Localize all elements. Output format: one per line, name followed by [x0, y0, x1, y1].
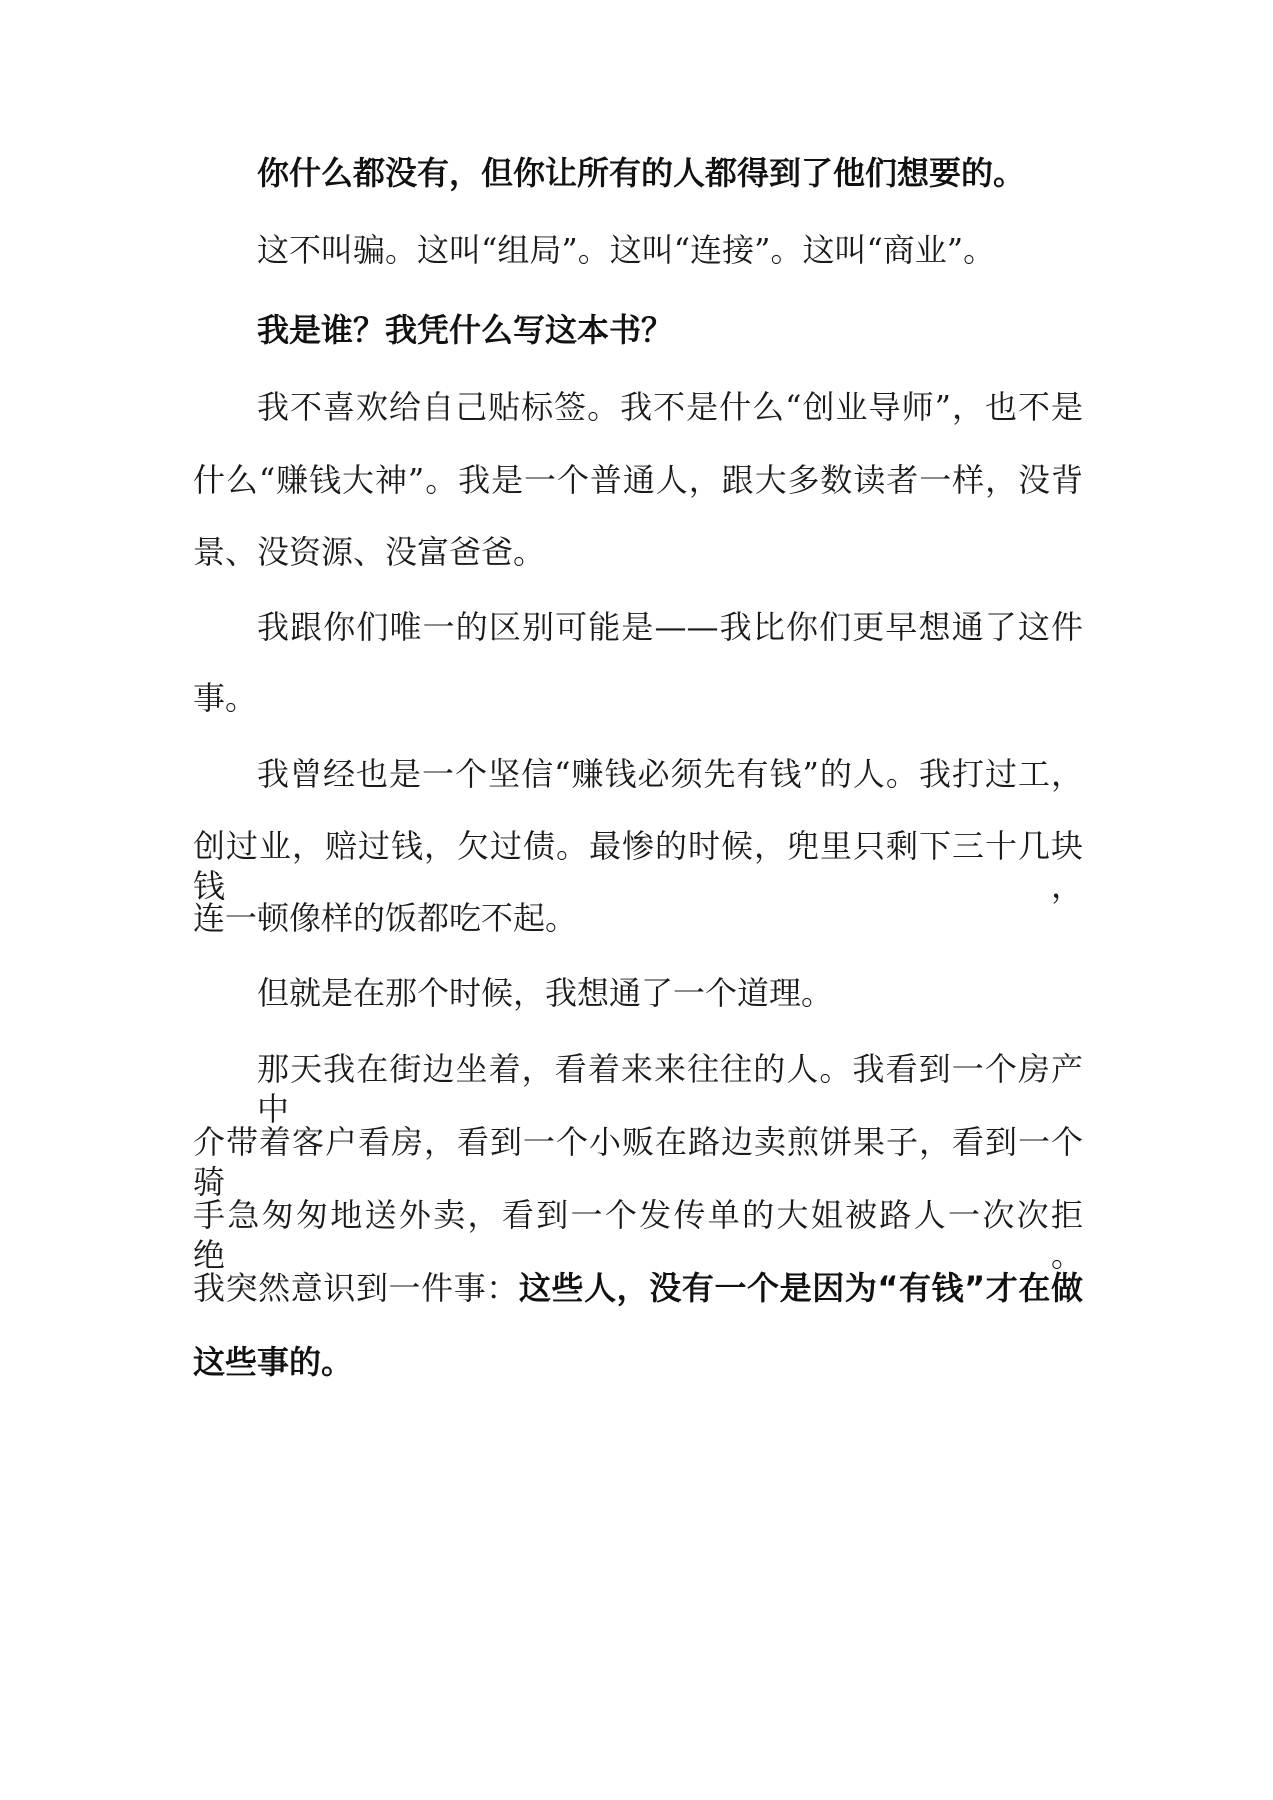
paragraph-line: 创过业，赔过钱，欠过债。最惨的时候，兜里只剩下三十几块钱，: [193, 827, 1083, 905]
bold-statement: 你什么都没有，但你让所有的人都得到了他们想要的。: [257, 154, 1026, 192]
paragraph-line: 什么“赚钱大神”。我是一个普通人，跟大多数读者一样，没背: [193, 461, 1083, 499]
paragraph-line: 连一顿像样的饭都吃不起。: [193, 899, 578, 937]
section-heading: 我是谁？我凭什么写这本书？: [257, 311, 674, 349]
paragraph-line: 事。: [193, 679, 258, 717]
bold-emphasis: 这些人，没有一个是因为“有钱”才在做: [518, 1269, 1083, 1307]
paragraph-line: 介带着客户看房，看到一个小贩在路边卖煎饼果子，看到一个骑: [193, 1123, 1083, 1201]
paragraph-line: 景、没资源、没富爸爸。: [193, 533, 546, 571]
paragraph-line: 手急匆匆地送外卖，看到一个发传单的大姐被路人一次次拒绝。: [193, 1196, 1083, 1274]
paragraph-line: 我不喜欢给自己贴标签。我不是什么“创业导师”，也不是: [257, 388, 1083, 426]
paragraph-line-mixed: [193, 1268, 1083, 1308]
paragraph-line: 但就是在那个时候，我想通了一个道理。: [257, 974, 834, 1012]
paragraph-line: 我曾经也是一个坚信“赚钱必须先有钱”的人。我打过工，: [257, 755, 1083, 793]
paragraph-line: 我跟你们唯一的区别可能是——我比你们更早想通了这件: [257, 608, 1083, 646]
paragraph-text: 我突然意识到一件事：: [193, 1269, 519, 1307]
bold-emphasis: 这些事的。: [193, 1343, 354, 1381]
paragraph-line: 这不叫骗。这叫“组局”。这叫“连接”。这叫“商业”。: [257, 231, 996, 269]
paragraph-line: 那天我在街边坐着，看着来来往往的人。我看到一个房产中: [257, 1050, 1083, 1128]
